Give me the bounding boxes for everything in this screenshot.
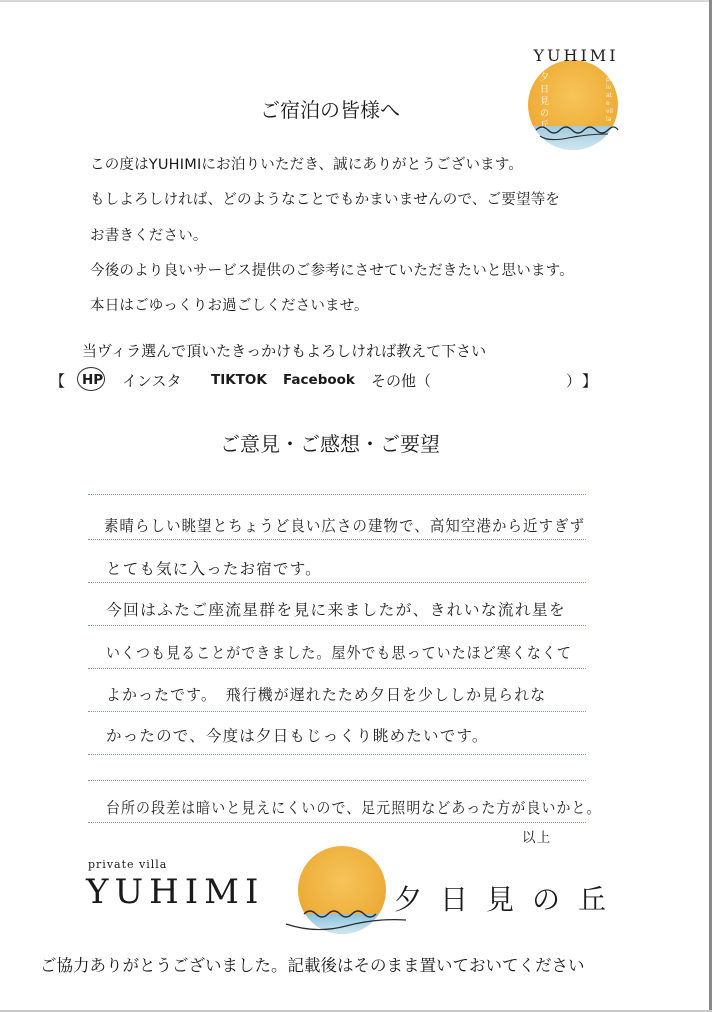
intro-line: 本日はごゆっくりお過ごしくださいませ。 <box>90 298 369 314</box>
bracket-close: 】 <box>582 372 598 390</box>
logo-brand-large: YUHIMI <box>86 872 265 912</box>
option-tiktok[interactable]: TIKTOK <box>211 372 267 388</box>
option-other[interactable]: その他（ <box>371 372 432 390</box>
logo-japanese-name: 夕日見の丘 <box>394 883 625 916</box>
option-facebook[interactable]: Facebook <box>283 372 355 388</box>
yuhimi-logo-bottom <box>84 840 624 940</box>
logo-vertical-name: 夕日見の丘 <box>540 73 550 131</box>
handwritten-line: 台所の段差は暗いと見えにくいので、足元照明などあった方が良いかと。 <box>106 799 602 817</box>
writing-line <box>88 668 586 669</box>
handwritten-line: とても気に入ったお宿です。 <box>106 560 322 578</box>
option-instagram[interactable]: インスタ <box>122 372 182 390</box>
writing-line <box>88 780 586 781</box>
writing-line <box>88 494 586 495</box>
option-other-close: ） <box>566 372 582 390</box>
writing-line <box>88 539 586 540</box>
page-title: ご宿泊の皆様へ <box>260 98 400 122</box>
logo-brand-text: YUHIMI <box>533 46 619 65</box>
survey-question: 当ヴィラ選んで頂いたきっかけもよろしければ教えて下さい <box>82 342 487 360</box>
writing-line <box>88 625 586 626</box>
handwritten-line: いくつも見ることができました。屋外でも思っていたほど寒くなくて <box>106 644 572 662</box>
feedback-section-title: ご意見・ご感想・ご要望 <box>220 432 440 456</box>
intro-line: この度はYUHIMIにお泊りいただき、誠にありがとうございます。 <box>90 157 524 173</box>
handwritten-line: かったので、今度は夕日もじっくり眺めたいです。 <box>106 727 489 745</box>
selected-circle-mark <box>77 367 105 391</box>
logo-vertical-tagline: private villa <box>606 76 613 123</box>
handwritten-signoff: 以上 <box>522 830 552 846</box>
survey-options <box>50 370 610 394</box>
writing-line <box>88 754 586 755</box>
handwritten-line: 今回はふたご座流星群を見に来ましたが、きれいな流れ星を <box>106 601 566 619</box>
writing-line <box>88 822 586 823</box>
intro-line: 今後のより良いサービス提供のご参考にさせていただきたいと思います。 <box>90 263 574 279</box>
handwritten-line: 素晴らしい眺望とちょうど良い広さの建物で、高知空港から近すぎず <box>104 517 586 535</box>
writing-line <box>88 582 586 583</box>
footer-note: ご協力ありがとうございました。記載後はそのまま置いておいてください <box>40 956 585 975</box>
page-top-edge <box>0 0 712 2</box>
intro-line: お書きください。 <box>90 228 208 244</box>
writing-line <box>88 711 586 712</box>
intro-line: もしよろしければ、どのようなことでもかまいませんので、ご要望等を <box>90 192 561 208</box>
wave-large-icon <box>280 902 410 936</box>
bracket-open: 【 <box>50 372 66 390</box>
logo-tagline: private villa <box>88 858 168 871</box>
option-hp[interactable]: HP <box>82 372 104 388</box>
handwritten-line: よかったです。 飛行機が遅れたため夕日を少ししか見られな <box>106 686 547 704</box>
